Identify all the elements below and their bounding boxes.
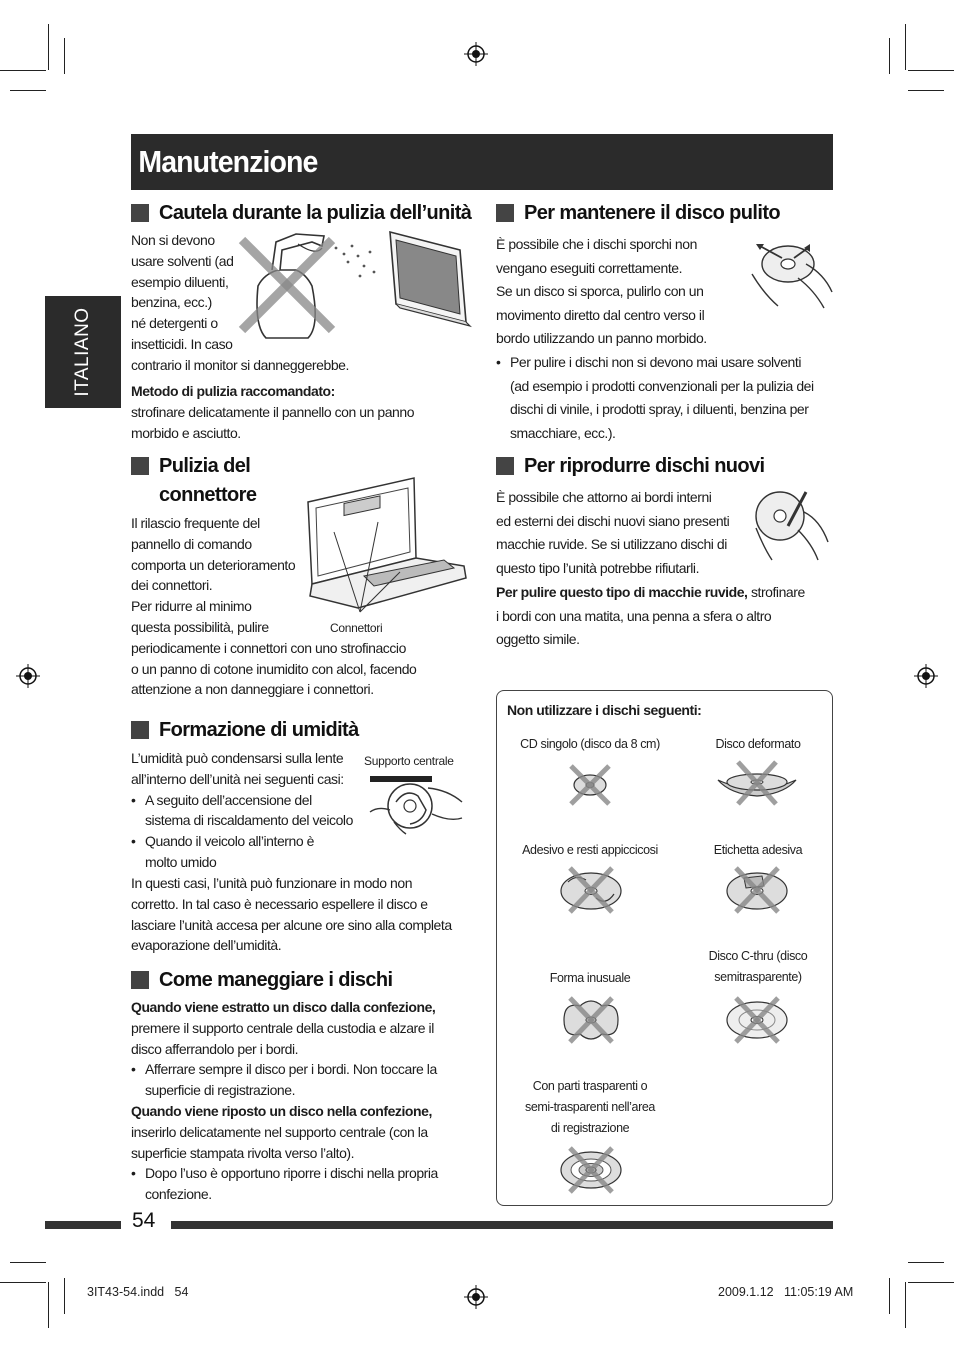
handling-heading: Come maneggiare i dischi [131,966,471,995]
humidity-heading: Formazione di umidità [131,716,471,745]
clean-disc-heading: Per mantenere il disco pulito [496,199,833,228]
cleaning-heading: Cautela durante la pulizia dell’unità [131,199,476,228]
list-item: • A seguito dell’accensione del sistema di riscaldamento del veicolo [131,790,371,832]
spray-monitor-illustration [236,226,472,346]
list-item: • Quando il veicolo all’interno è molto umido [131,831,371,873]
page-number: 54 [132,1209,156,1232]
section-square-icon [131,971,149,989]
file-info: 3IT43-54.indd 54 [87,1285,189,1299]
disc-label: Con parti trasparenti o semi-trasparenti nell’area di registrazione [525,1079,655,1135]
new-discs-tip: Per pulire questo tipo di macchie ruvide, strofinare i bordi con una matita, una penna a sfera o altro oggetto simile. [496,584,805,648]
connector-text: Il rilascio frequente del pannello di comando comporta un deterioramento dei connettori. Per ridurre al minimo questa possibilità, pulire periodicamente i connettori con uno strofinaccio o un panno di cotone inumidito con alcol, facendo attenzione a non danneggiare i connettori. [131,515,417,698]
deformed-disc-forbidden-icon [714,758,800,808]
connector-heading: Pulizia del connettore [131,452,301,510]
section-square-icon [131,457,149,475]
section-square-icon [131,204,149,222]
list-item: • Dopo l’uso è opportuno riporre i dischi nella propria confezione. [131,1163,476,1205]
disc-pen-illustration [748,486,834,562]
transparent-area-disc-forbidden-icon [556,1144,626,1196]
unusual-shape-forbidden-icon [558,994,624,1046]
cthru-disc-forbidden-icon [722,994,792,1046]
handling-text: Quando viene estratto un disco dalla confezione, premere il supporto centrale della custodia e alzare il disco afferrandolo per i bordi. • Afferrare sempre il disco per i bordi. Non toccare la superficie di registrazione. Quando viene riposto un disco nella confezione, inserirlo delicatamente nel supporto centrale (con la superficie stampata rivolta verso l’alto). • Dopo l’uso è opportuno riporre i dischi nella propria confezione. [131,997,476,1205]
section-square-icon [131,721,149,739]
print-timestamp: 2009.1.12 11:05:19 AM [718,1285,854,1299]
disc-label: Forma inusuale [549,971,631,985]
cleaning-method: Metodo di pulizia raccomandato: strofinare delicatamente il pannello con un panno morbido e asciutto. [131,383,415,441]
disc-label: Disco C-thru (disco semitrasparente) [708,949,808,984]
forbidden-discs-title: Non utilizzare i dischi seguenti: [507,702,702,718]
cleaning-text: Non si devono usare solventi (ad esempio diluenti, benzina, ecc.) né detergenti o insetticidi. In caso contrario il monitor si danneggerebbe. [131,232,349,373]
footer-bar-left [45,1221,121,1229]
title-bar [131,134,833,190]
disc-label: CD singolo (disco da 8 cm) [520,737,660,751]
list-item: • Per pulire i dischi non si devono mai usare solventi (ad esempio i prodotti convenzionali per la pulizia dei dischi di vinile, i prodotti spray, i diluenti, benzina per smacchiare, ecc.). [496,351,836,445]
clean-disc-bullet [496,351,836,445]
registration-mark-icon [16,664,40,688]
disc-label: Disco deformato [715,737,801,751]
sticky-disc-forbidden-icon [556,864,626,916]
new-discs-text: È possibile che attorno ai bordi interni ed esterni dei dischi nuovi siano presenti macchie ruvide. Se si utilizzano dischi di questo tipo l’unità potrebbe rifiutarli. [496,489,730,576]
list-item: • Afferrare sempre il disco per i bordi. Non toccare la superficie di registrazione. [131,1059,476,1101]
humidity-text: L’umidità può condensarsi sulla lente all’interno dell’unità nei seguenti casi: • A seguito dell’accensione del sistema di riscaldamento del veicolo • Quando il veicolo all’interno è molto umido [131,748,371,873]
disc-label: Adesivo e resti appiccicosi [522,843,658,857]
registration-mark-icon [914,664,938,688]
single-cd-forbidden-icon [565,760,615,810]
new-discs-heading: Per riprodurre dischi nuovi [496,452,833,481]
humidity-outro: In questi casi, l’unità può funzionare in modo non corretto. In tal caso è necessario espellere il disco e lasciare l’unità accesa per alcune ore sino alla completa evaporazione dell’umidità. [131,875,452,954]
language-tab-label: ITALIANO [72,307,93,397]
disc-case-hand-illustration [366,772,466,838]
disc-label: Etichetta adesiva [713,843,803,857]
language-tab [45,296,121,408]
section-square-icon [496,204,514,222]
registration-mark-icon [464,1285,488,1309]
label-disc-forbidden-icon [722,864,792,916]
footer-bar-right [171,1221,833,1229]
connectors-caption: Connettori [330,621,383,635]
registration-mark-icon [464,42,488,66]
page-title: Manutenzione [138,144,318,179]
section-square-icon [496,457,514,475]
disc-wiping-illustration [748,234,834,310]
connector-unit-illustration [304,472,470,618]
center-holder-caption: Supporto centrale [364,754,454,768]
clean-disc-text: È possibile che i dischi sporchi non vengano eseguiti correttamente. Se un disco si sporca, pulirlo con un movimento diretto dal centro verso il bordo utilizzando un panno morbido. [496,236,707,347]
